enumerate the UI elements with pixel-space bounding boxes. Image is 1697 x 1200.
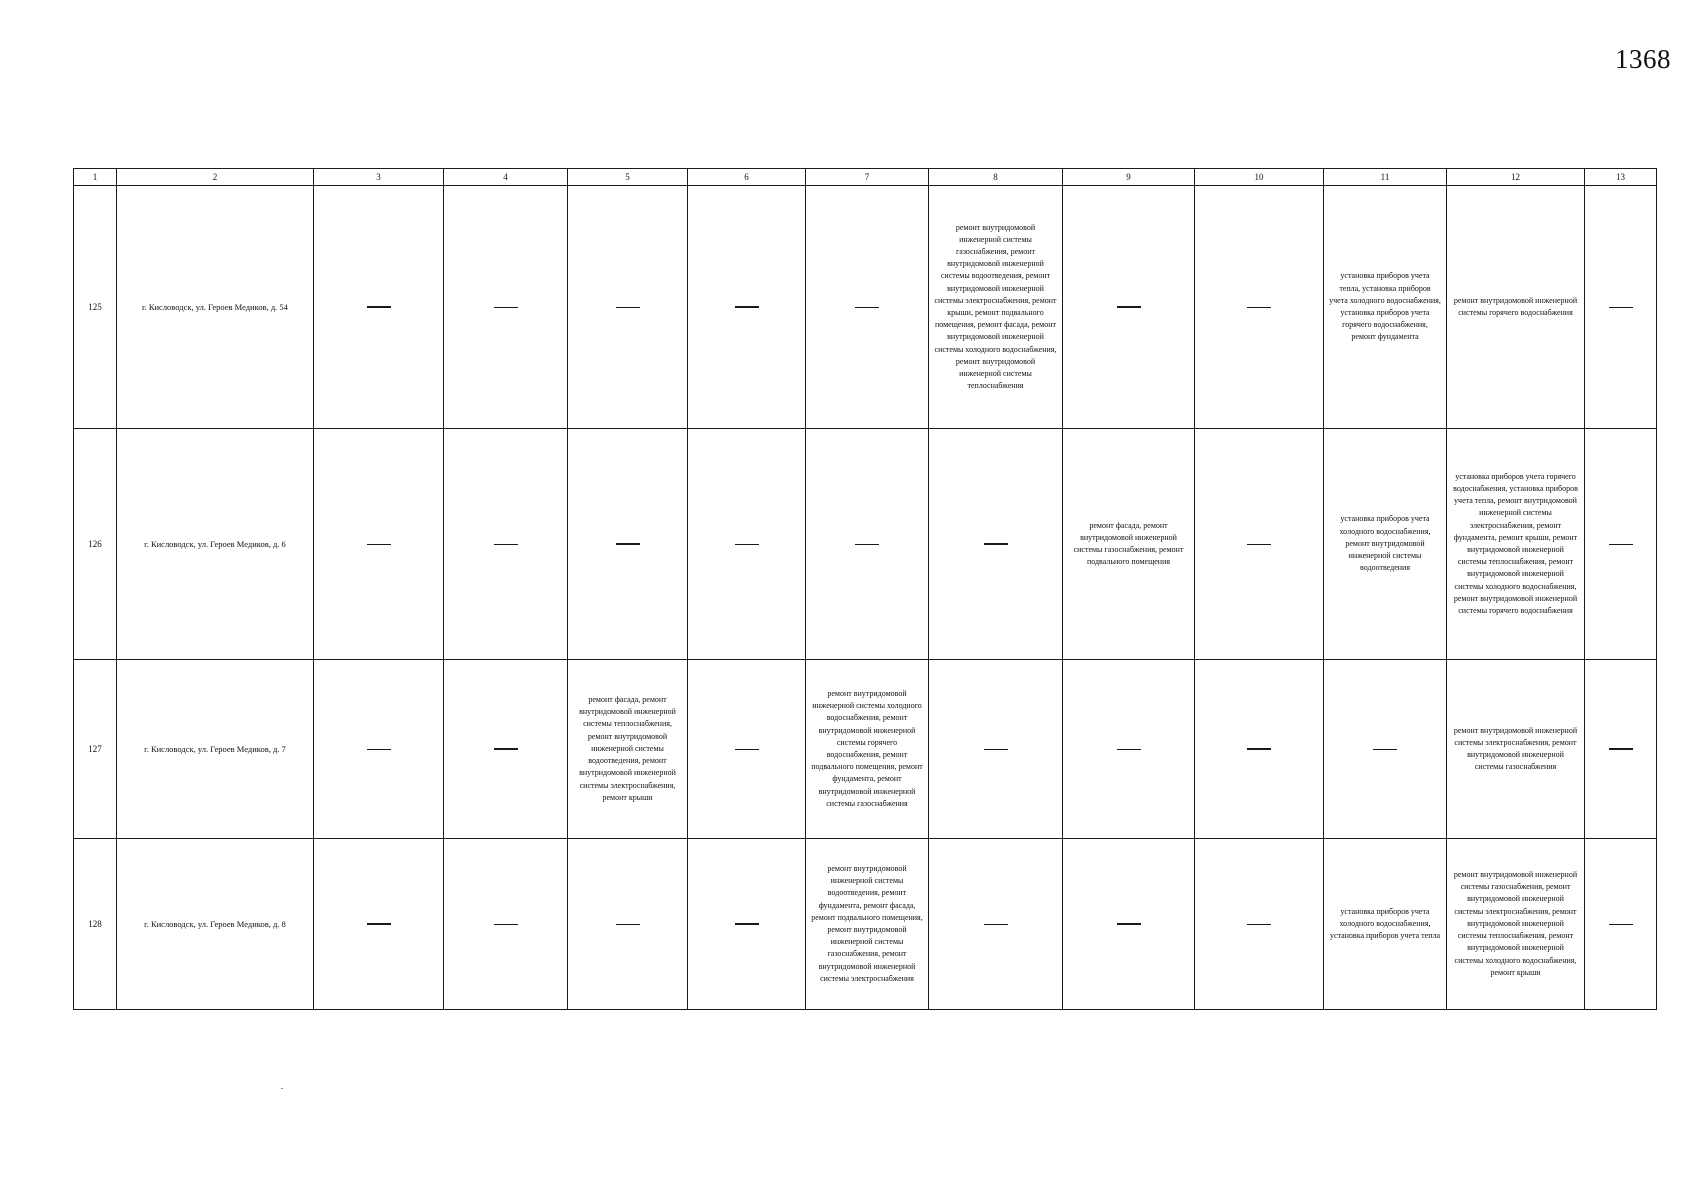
empty-cell (929, 429, 1063, 660)
empty-cell (929, 839, 1063, 1010)
empty-cell (1585, 839, 1657, 1010)
empty-dash (1609, 544, 1633, 545)
work-list-text: ремонт внутридомовой инженерной системы электроснабжения, ремонт внутридомовой инженерной системы газоснабжения (1453, 725, 1578, 772)
column-header: 10 (1195, 169, 1324, 186)
table-row (74, 429, 1657, 660)
empty-dash (1247, 924, 1271, 925)
work-list-cell (1447, 660, 1585, 839)
address-cell: г. Кисловодск, ул. Героев Медиков, д. 7 (117, 660, 314, 839)
empty-cell (444, 839, 568, 1010)
empty-dash (735, 749, 759, 750)
work-list-text: установка приборов учета горячего водоснабжения, установка приборов учета тепла, ремонт внутридомовой инженерной системы электроснабжения, ремонт фундамента, ремонт крыши, ремонт внутридомовой инженерной системы теплоснабжения, ремонт внутридомовой инженерной системы холодного водоснабжения, ремонт внутридомовой инженерной системы горячего водоснабжения (1453, 471, 1578, 616)
address-cell: г. Кисловодск, ул. Героев Медиков, д. 6 (117, 429, 314, 660)
row-number: 126 (74, 429, 117, 660)
work-list-text: ремонт фасада, ремонт внутридомовой инженерной системы газоснабжения, ремонт подвального помещения (1073, 520, 1184, 567)
work-list-text: ремонт внутридомовой инженерной системы газоснабжения, ремонт внутридомовой инженерной системы водоотведения, ремонт внутридомовой инженерной системы электроснабжения, ремонт крыши, ремонт подвального помещения, ремонт фасада, ремонт внутридомовой инженерной системы холодного водоснабжения, ремонт внутридомовой инженерной системы теплоснабжения (934, 222, 1057, 391)
column-header: 4 (444, 169, 568, 186)
empty-dash (1117, 749, 1141, 750)
empty-dash (855, 544, 879, 545)
empty-dash (494, 748, 518, 750)
empty-dash (1373, 749, 1397, 750)
work-list-cell (806, 839, 929, 1010)
empty-cell (806, 186, 929, 429)
empty-cell (1195, 186, 1324, 429)
empty-cell (1324, 660, 1447, 839)
column-header: 6 (688, 169, 806, 186)
empty-dash (367, 544, 391, 545)
column-header: 5 (568, 169, 688, 186)
work-list-cell (1324, 839, 1447, 1010)
empty-cell (314, 660, 444, 839)
empty-dash (1247, 544, 1271, 545)
empty-cell (568, 186, 688, 429)
work-list-text: установка приборов учета холодного водоснабжения, ремонт внутридомовой инженерной системы водоотведения (1339, 514, 1431, 573)
empty-dash (1609, 307, 1633, 308)
empty-dash (616, 924, 640, 925)
empty-cell (688, 186, 806, 429)
work-list-text: установка приборов учета холодного водоснабжения, установка приборов учета тепла (1329, 906, 1441, 941)
work-list-text: установка приборов учета тепла, установка приборов учета холодного водоснабжения, установка приборов учета горячего водоснабжения, ремонт фундамента (1329, 271, 1441, 342)
empty-cell (314, 186, 444, 429)
repair-schedule-table (73, 168, 1657, 1010)
work-list-text: ремонт внутридомовой инженерной системы водоотведения, ремонт фундамента, ремонт фасада, ремонт подвального помещения, ремонт внутридомовой инженерной системы газоснабжения, ремонт внутридомовой инженерной системы электроснабжения (811, 863, 923, 983)
empty-cell (1585, 186, 1657, 429)
work-list-text: ремонт внутридомовой инженерной системы газоснабжения, ремонт внутридомовой инженерной системы электроснабжения, ремонт внутридомовой инженерной системы теплоснабжения, ремонт внутридомовой инженерной системы холодного водоснабжения, ремонт крыши (1453, 870, 1578, 977)
empty-cell (688, 839, 806, 1010)
empty-cell (1063, 660, 1195, 839)
empty-dash (855, 307, 879, 308)
column-header: 1 (74, 169, 117, 186)
empty-dash (735, 544, 759, 545)
address-cell: г. Кисловодск, ул. Героев Медиков, д. 8 (117, 839, 314, 1010)
empty-dash (616, 543, 640, 545)
work-list-text: ремонт фасада, ремонт внутридомовой инженерной системы теплоснабжения, ремонт внутридомовой инженерной системы водоотведения, ремонт внутридомовой инженерной системы электроснабжения, ремонт крыши (579, 695, 676, 802)
empty-dash (494, 307, 518, 308)
empty-cell (444, 429, 568, 660)
page-number: 1368 (1615, 44, 1671, 74)
empty-dash (1117, 923, 1141, 925)
table-row (74, 660, 1657, 839)
empty-cell (1195, 660, 1324, 839)
work-list-text: ремонт внутридомовой инженерной системы холодного водоснабжения, ремонт внутридомовой инженерной системы горячего водоснабжения, ремонт подвального помещения, ремонт фундамента, ремонт внутридомовой инженерной системы газоснабжения (811, 688, 923, 808)
row-number: 127 (74, 660, 117, 839)
work-list-text: ремонт внутридомовой инженерной системы горячего водоснабжения (1453, 295, 1578, 317)
column-header: 3 (314, 169, 444, 186)
column-header: 13 (1585, 169, 1657, 186)
work-list-cell (568, 660, 688, 839)
empty-cell (688, 660, 806, 839)
address-cell: г. Кисловодск, ул. Героев Медиков, д. 54 (117, 186, 314, 429)
empty-dash (984, 924, 1008, 925)
column-header: 11 (1324, 169, 1447, 186)
row-number: 128 (74, 839, 117, 1010)
empty-cell (688, 429, 806, 660)
empty-cell (1585, 660, 1657, 839)
column-header: 12 (1447, 169, 1585, 186)
empty-dash (494, 544, 518, 545)
empty-dash (367, 306, 391, 308)
empty-cell (444, 660, 568, 839)
work-list-cell (806, 660, 929, 839)
column-header: 2 (117, 169, 314, 186)
empty-dash (735, 923, 759, 925)
empty-dash (984, 749, 1008, 750)
column-header: 9 (1063, 169, 1195, 186)
empty-dash (1609, 924, 1633, 925)
empty-dash (367, 923, 391, 925)
empty-cell (1063, 839, 1195, 1010)
work-list-cell (929, 186, 1063, 429)
work-list-cell (1063, 429, 1195, 660)
work-list-cell (1447, 839, 1585, 1010)
row-number: 125 (74, 186, 117, 429)
empty-cell (314, 429, 444, 660)
empty-cell (1063, 186, 1195, 429)
empty-dash (1247, 307, 1271, 308)
empty-cell (929, 660, 1063, 839)
empty-dash (616, 307, 640, 308)
table-row (74, 839, 1657, 1010)
empty-cell (1195, 839, 1324, 1010)
empty-cell (568, 429, 688, 660)
table-body (74, 186, 1657, 1010)
empty-cell (444, 186, 568, 429)
empty-dash (1609, 748, 1633, 750)
work-list-cell (1447, 186, 1585, 429)
work-list-cell (1324, 429, 1447, 660)
empty-cell (1585, 429, 1657, 660)
table-row (74, 186, 1657, 429)
empty-cell (806, 429, 929, 660)
empty-dash (1117, 306, 1141, 308)
repair-schedule-table-wrap (73, 168, 1656, 1010)
empty-dash (984, 543, 1008, 545)
empty-dash (1247, 748, 1271, 750)
empty-dash (494, 924, 518, 925)
column-number-row (74, 169, 1657, 186)
column-header: 8 (929, 169, 1063, 186)
empty-dash (735, 306, 759, 308)
empty-cell (568, 839, 688, 1010)
scan-speck (281, 1088, 283, 1089)
column-header: 7 (806, 169, 929, 186)
work-list-cell (1324, 186, 1447, 429)
empty-dash (367, 749, 391, 750)
work-list-cell (1447, 429, 1585, 660)
empty-cell (1195, 429, 1324, 660)
empty-cell (314, 839, 444, 1010)
